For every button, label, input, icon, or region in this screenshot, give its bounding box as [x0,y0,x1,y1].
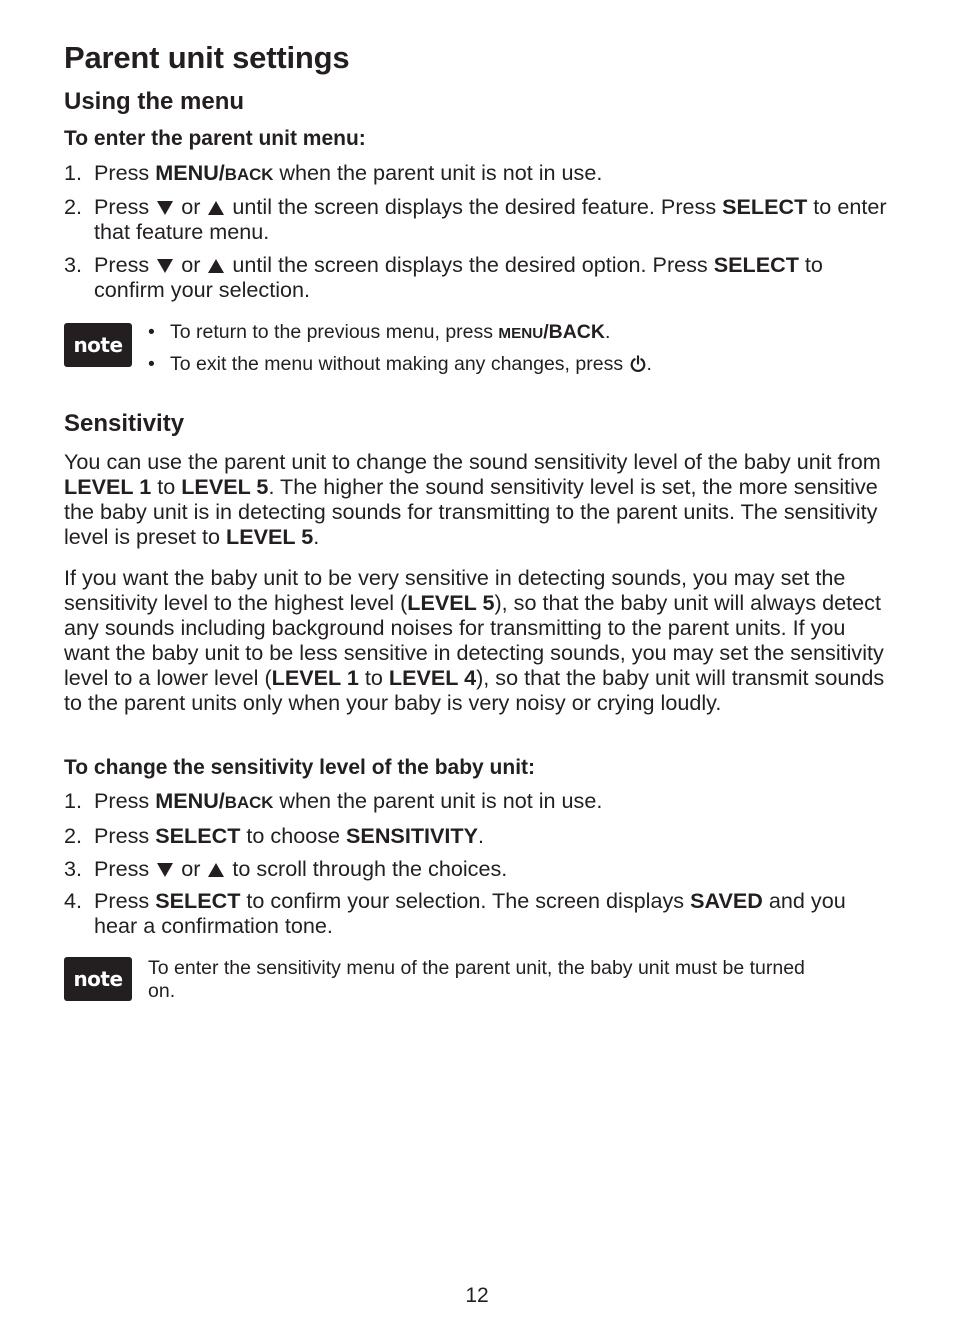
up-arrow-icon [208,201,224,215]
sensitivity-steps [64,788,894,938]
note-item: • To return to the previous menu, press MENU/BACK. [148,321,611,343]
sensitivity-heading: Sensitivity [64,410,185,437]
down-arrow-icon [157,259,173,273]
menu-subheading: To enter the parent unit menu: [64,127,366,150]
menu-steps [64,160,894,302]
sensitivity-step-1: 1. Press MENU/BACK when the parent unit is not in use. [64,788,603,813]
menu-step-2: 2. Press or until the screen displays the desired feature. Press SELECT to enter that feature menu. [64,194,887,244]
up-arrow-icon [208,259,224,273]
down-arrow-icon [157,863,173,877]
power-icon [629,355,647,373]
sensitivity-paragraph-2: If you want the baby unit to be very sensitive in detecting sounds, you may set the sensitivity level to the highest level (LEVEL 5), so that the baby unit will always detect any sounds including background noises for transmitting to the parent units. If you want the baby unit to be less sensitive in detecting sounds, you may set the sensitivity level to a lower level (LEVEL 1 to LEVEL 4), so that the baby unit will transmit sounds to the parent units only when your baby is very noisy or crying loudly. [64,565,885,715]
sensitivity-paragraph-1: You can use the parent unit to change the sound sensitivity level of the baby unit from LEVEL 1 to LEVEL 5. The higher the sound sensitivity level is set, the more sensitive the baby unit is in detecting sounds for transmitting to the parent units. The sensitivity level is preset to LEVEL 5. [64,449,881,549]
menu-notes [148,321,888,384]
page-number: 12 [465,1284,489,1307]
sensitivity-step-4: 4. Press SELECT to confirm your selection. The screen displays SAVED and you hear a confirmation tone. [64,888,846,938]
note-badge: note [64,323,132,367]
sensitivity-step-2: 2. Press SELECT to choose SENSITIVITY. [64,823,485,848]
sensitivity-step-3: 3. Press or to scroll through the choices. [64,856,508,881]
sensitivity-note: To enter the sensitivity menu of the parent unit, the baby unit must be turned on. [148,957,805,1002]
menu-step-3: 3. Press or until the screen displays the desired option. Press SELECT to confirm your selection. [64,252,823,302]
page-title: Parent unit settings [64,40,350,75]
down-arrow-icon [157,201,173,215]
note-badge: note [64,957,132,1001]
menu-heading: Using the menu [64,88,245,115]
menu-step-1: 1. Press MENU/BACK when the parent unit is not in use. [64,160,603,185]
sensitivity-subheading: To change the sensitivity level of the baby unit: [64,756,536,779]
note-item: • To exit the menu without making any changes, press . [148,353,652,375]
up-arrow-icon [208,863,224,877]
